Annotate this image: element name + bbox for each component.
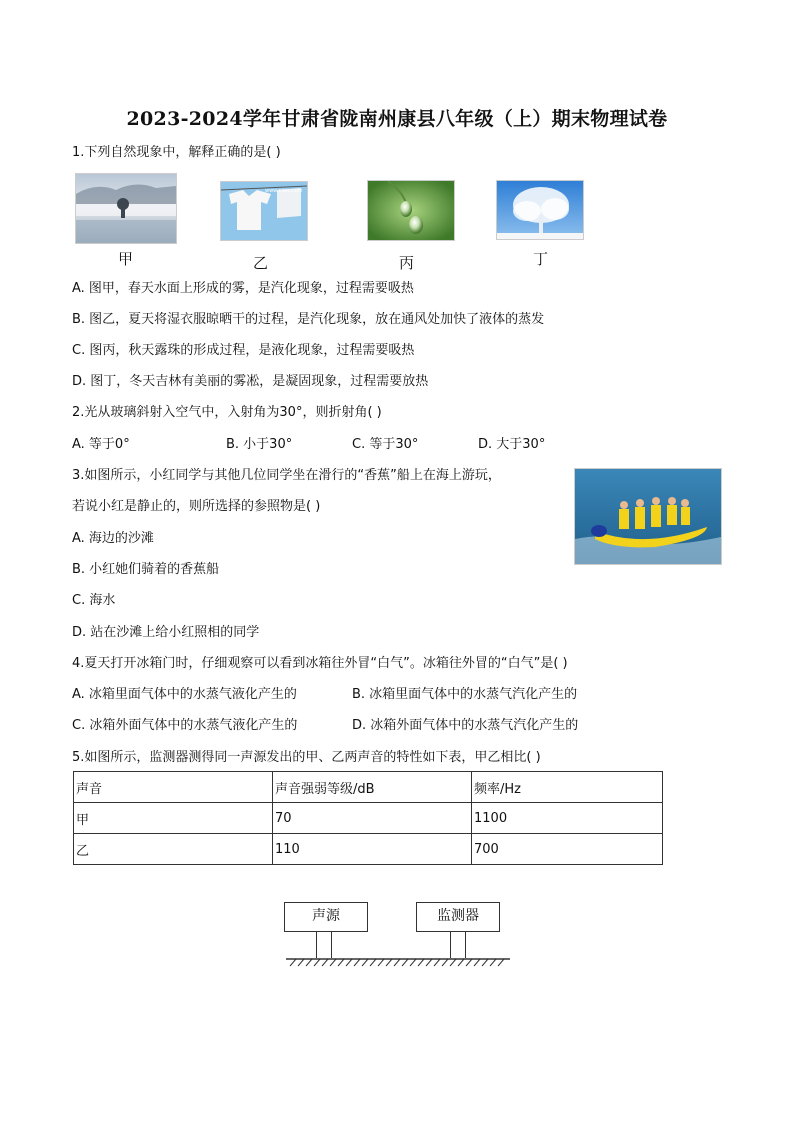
q1-stem: 1.下列自然现象中，解释正确的是( ) <box>72 145 281 160</box>
q2-option-c: C. 等于30° <box>352 437 419 452</box>
photo-rime-tree <box>496 180 584 240</box>
table-row <box>74 834 663 865</box>
q1-option-d: D. 图丁，冬天吉林有美丽的雾凇，是凝固现象，过程需要放热 <box>72 374 429 389</box>
monitor-legs <box>450 932 466 958</box>
q5-stem: 5.如图所示，监测器测得同一声源发出的甲、乙两声音的特性如下表，甲乙相比( ) <box>72 750 541 765</box>
q3-option-d: D. 站在沙滩上给小红照相的同学 <box>72 625 260 640</box>
q3-option-c: C. 海水 <box>72 593 116 608</box>
source-monitor-diagram <box>284 900 514 970</box>
q3-stem-line1: 3.如图所示，小红同学与其他几位同学坐在滑行的“香蕉”船上在海上游玩， <box>72 468 501 483</box>
table-header-cell: 声音 <box>74 772 273 803</box>
sound-data-table <box>73 771 663 865</box>
table-cell: 甲 <box>74 803 273 834</box>
q4-option-a: A. 冰箱里面气体中的水蒸气液化产生的 <box>72 687 297 702</box>
q4-stem: 4.夏天打开冰箱门时，仔细观察可以看到冰箱往外冒“白气”。冰箱往外冒的“白气”是( ) <box>72 656 568 671</box>
q2-option-d: D. 大于30° <box>478 437 546 452</box>
q4-option-c: C. 冰箱外面气体中的水蒸气液化产生的 <box>72 718 298 733</box>
ground-line <box>284 958 514 968</box>
table-cell: 1100 <box>472 803 663 834</box>
caption-jia: 甲 <box>118 250 134 268</box>
q2-stem: 2.光从玻璃斜射入空气中，入射角为30°，则折射角( ) <box>72 405 382 420</box>
table-cell: 乙 <box>74 834 273 865</box>
caption-ding: 丁 <box>533 250 549 268</box>
q2-option-a: A. 等于0° <box>72 437 130 452</box>
photo-dew-drops <box>367 180 455 241</box>
q1-option-c: C. 图丙，秋天露珠的形成过程，是液化现象，过程需要吸热 <box>72 343 415 358</box>
photo-drying-clothes <box>220 181 308 241</box>
page-title: 2023-2024学年甘肃省陇南州康县八年级（上）期末物理试卷 <box>126 108 668 130</box>
monitor-box: 监测器 <box>416 902 500 932</box>
table-header-cell: 频率/Hz <box>472 772 663 803</box>
table-cell: 700 <box>472 834 663 865</box>
table-cell: 110 <box>273 834 472 865</box>
sound-source-box: 声源 <box>284 902 368 932</box>
q3-option-b: B. 小红她们骑着的香蕉船 <box>72 562 220 577</box>
q1-option-b: B. 图乙，夏天将湿衣服晾晒干的过程，是汽化现象，放在通风处加快了液体的蒸发 <box>72 312 545 327</box>
caption-bing: 丙 <box>399 254 415 272</box>
q3-option-a: A. 海边的沙滩 <box>72 531 154 546</box>
caption-yi: 乙 <box>253 254 269 272</box>
photo-mist-lake <box>75 173 177 244</box>
photo-banana-boat <box>574 468 722 565</box>
q4-option-b: B. 冰箱里面气体中的水蒸气汽化产生的 <box>352 687 578 702</box>
sound-source-legs <box>316 932 332 958</box>
table-cell: 70 <box>273 803 472 834</box>
q4-option-d: D. 冰箱外面气体中的水蒸气汽化产生的 <box>352 718 579 733</box>
table-header-cell: 声音强弱等级/dB <box>273 772 472 803</box>
q2-option-b: B. 小于30° <box>226 437 293 452</box>
q3-stem-line2: 若说小红是静止的，则所选择的参照物是( ) <box>72 499 321 514</box>
photo-watermark: www.nipic.com <box>265 188 303 194</box>
q1-option-a: A. 图甲，春天水面上形成的雾，是汽化现象，过程需要吸热 <box>72 281 414 296</box>
table-row <box>74 803 663 834</box>
table-header-row <box>74 772 663 803</box>
